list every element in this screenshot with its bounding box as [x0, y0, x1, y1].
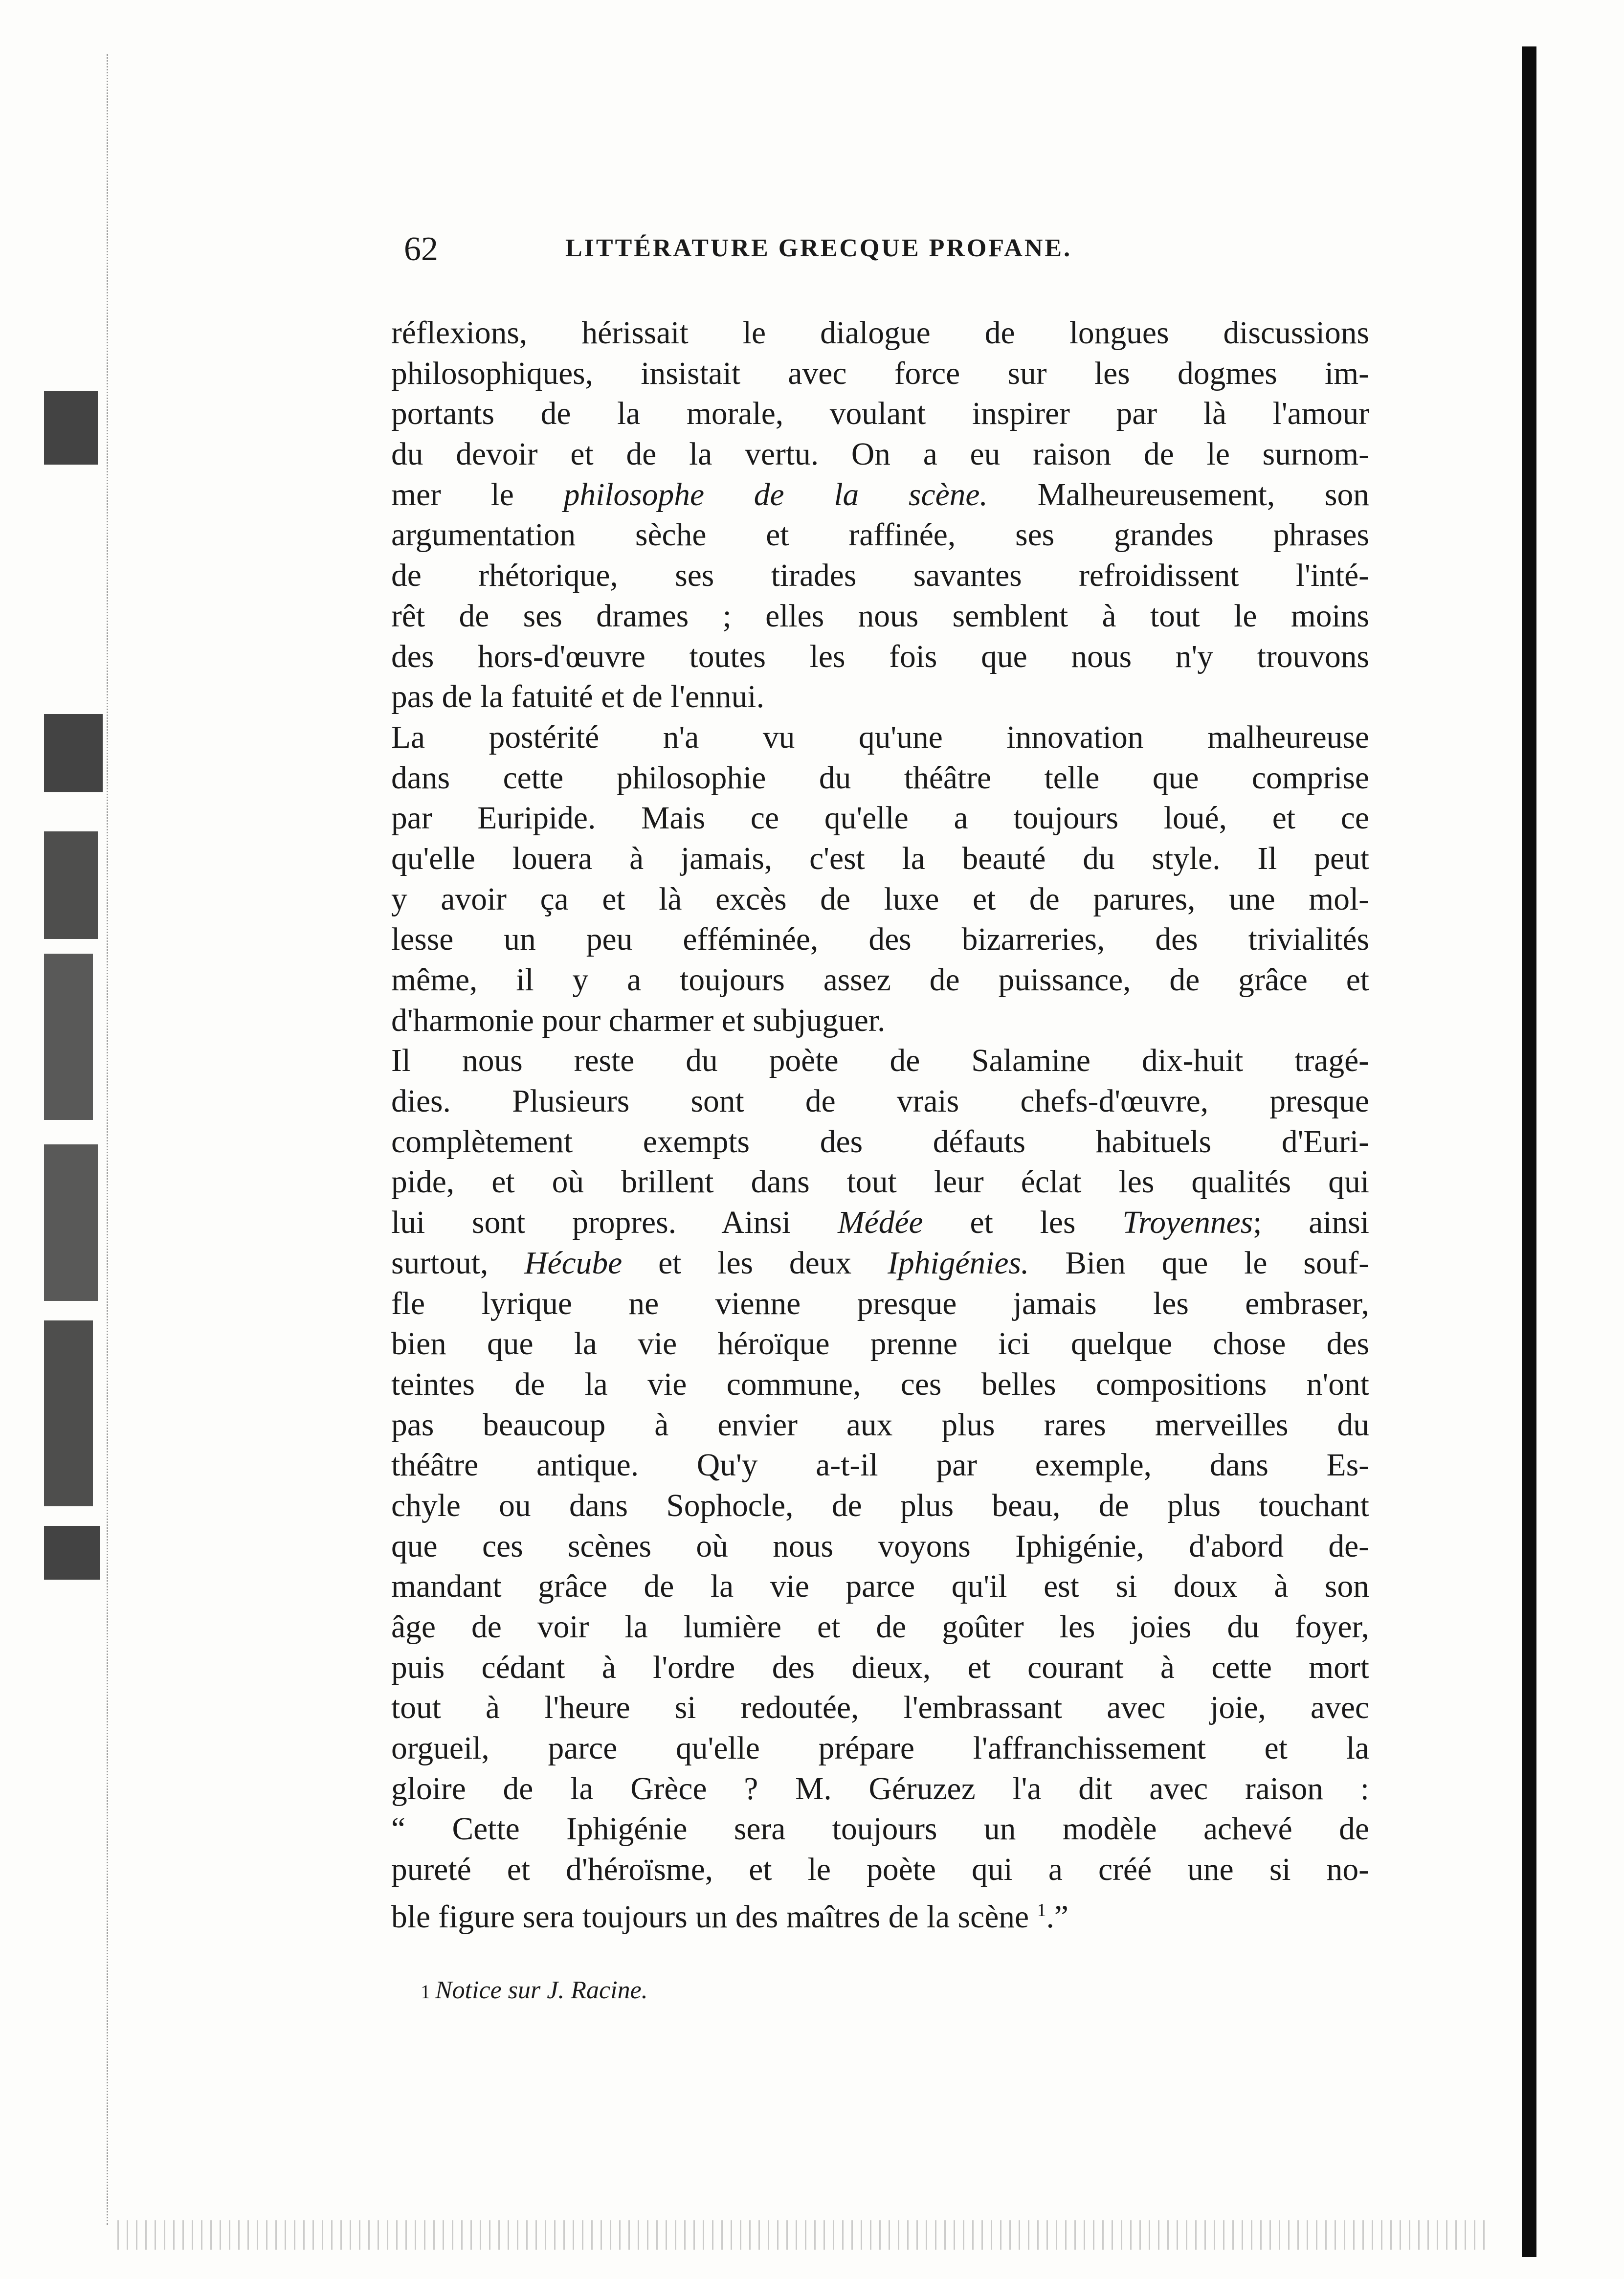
footnote	[421, 1976, 648, 2005]
running-head	[404, 230, 1225, 269]
running-title: LITTÉRATURE GRECQUE PROFANE.	[565, 234, 1072, 262]
text-line: mandant grâce de la vie parce qu'il est si doux à son	[391, 1569, 1369, 1605]
text-line: La postérité n'a vu qu'une innovation malheureuse	[391, 719, 1369, 755]
text-line: dans cette philosophie du théâtre telle que comprise	[391, 760, 1369, 796]
footnote-text: Notice sur J. Racine.	[435, 1976, 648, 2004]
text-line: lui sont propres. Ainsi Médée et les Troyennes; ainsi	[391, 1205, 1369, 1241]
text-line: du devoir et de la vertu. On a eu raison de le surnom-	[391, 437, 1369, 472]
artifact-block	[44, 954, 93, 1120]
text-line: y avoir ça et là excès de luxe et de parures, une mol-	[391, 881, 1369, 917]
italic-title: philosophe de la scène.	[563, 477, 988, 513]
text-line: orgueil, parce qu'elle prépare l'affranchissement et la	[391, 1731, 1369, 1766]
text-line: puis cédant à l'ordre des dieux, et courant à cette mort	[391, 1650, 1369, 1685]
artifact-block	[44, 391, 98, 465]
text-line: tout à l'heure si redoutée, l'embrassant avec joie, avec	[391, 1690, 1369, 1726]
scan-left-edge	[107, 54, 115, 2225]
italic-title: Hécube	[524, 1245, 623, 1281]
text-line: de rhétorique, ses tirades savantes refroidissent l'inté-	[391, 558, 1369, 594]
text-line: complètement exempts des défauts habituels d'Euri-	[391, 1124, 1369, 1160]
text-line: ble figure sera toujours un des maîtres de la scène $^1$.”	[391, 1899, 1068, 1935]
text-line: que ces scènes où nous voyons Iphigénie, d'abord de-	[391, 1528, 1369, 1564]
text-line: bien que la vie héroïque prenne ici quelque chose des	[391, 1326, 1369, 1362]
text-line: rêt de ses drames ; elles nous semblent à tout le moins	[391, 598, 1369, 634]
text-line: “ Cette Iphigénie sera toujours un modèle achevé de	[391, 1811, 1369, 1847]
italic-title: Médée	[838, 1205, 923, 1241]
text-line: réflexions, hérissait le dialogue de longues discussions	[391, 315, 1369, 351]
text-line: fle lyrique ne vienne presque jamais les embraser,	[391, 1286, 1369, 1321]
text-line: dies. Plusieurs sont de vrais chefs-d'œuvre, presque	[391, 1084, 1369, 1119]
scan-bottom-artifact	[117, 2220, 1487, 2250]
text-line: lesse un peu efféminée, des bizarreries, des trivialités	[391, 922, 1369, 958]
text-line: des hors-d'œuvre toutes les fois que nous n'y trouvons	[391, 639, 1369, 674]
italic-title: Iphigénies.	[888, 1245, 1029, 1281]
text-line: argumentation sèche et raffinée, ses grandes phrases	[391, 517, 1369, 553]
text-line: pas beaucoup à envier aux plus rares merveilles du	[391, 1407, 1369, 1443]
text-line: gloire de la Grèce ? M. Géruzez l'a dit avec raison :	[391, 1771, 1369, 1807]
footnote-reference: 1	[1037, 1899, 1046, 1921]
text-line: philosophiques, insistait avec force sur les dogmes im-	[391, 356, 1369, 391]
body-text	[391, 313, 1369, 1935]
text-line: pas de la fatuité et de l'ennui.	[391, 679, 764, 715]
text-line: pide, et où brillent dans tout leur éclat les qualités qui	[391, 1164, 1369, 1200]
text-line: chyle ou dans Sophocle, de plus beau, de plus touchant	[391, 1488, 1369, 1523]
text-line: teintes de la vie commune, ces belles compositions n'ont	[391, 1366, 1369, 1402]
text-line: mer le philosophe de la scène. Malheureusement, son	[391, 477, 1369, 513]
artifact-block	[44, 831, 98, 939]
text-line: même, il y a toujours assez de puissance, de grâce et	[391, 962, 1369, 998]
text-line: Il nous reste du poète de Salamine dix-huit tragé-	[391, 1043, 1369, 1079]
text-line: d'harmonie pour charmer et subjuguer.	[391, 1003, 886, 1038]
text-line: surtout, Hécube et les deux Iphigénies. Bien que le souf-	[391, 1245, 1369, 1281]
artifact-block	[44, 1144, 98, 1301]
text-line: pureté et d'héroïsme, et le poète qui a créé une si no-	[391, 1852, 1369, 1888]
text-line: théâtre antique. Qu'y a-t-il par exemple, dans Es-	[391, 1448, 1369, 1483]
footnote-number: 1	[421, 1981, 430, 2003]
text-line: qu'elle louera à jamais, c'est la beauté du style. Il peut	[391, 841, 1369, 876]
text-line: par Euripide. Mais ce qu'elle a toujours loué, et ce	[391, 801, 1369, 836]
page-number: 62	[404, 230, 438, 268]
text-line: âge de voir la lumière et de goûter les joies du foyer,	[391, 1609, 1369, 1645]
artifact-block	[44, 1320, 93, 1506]
scan-margin-artifacts	[44, 391, 108, 1682]
artifact-block	[44, 1526, 100, 1580]
artifact-block	[44, 714, 103, 792]
scan-right-border-bar	[1522, 46, 1536, 2257]
text-line: portants de la morale, voulant inspirer par là l'amour	[391, 396, 1369, 432]
italic-title: Troyennes	[1122, 1205, 1253, 1241]
